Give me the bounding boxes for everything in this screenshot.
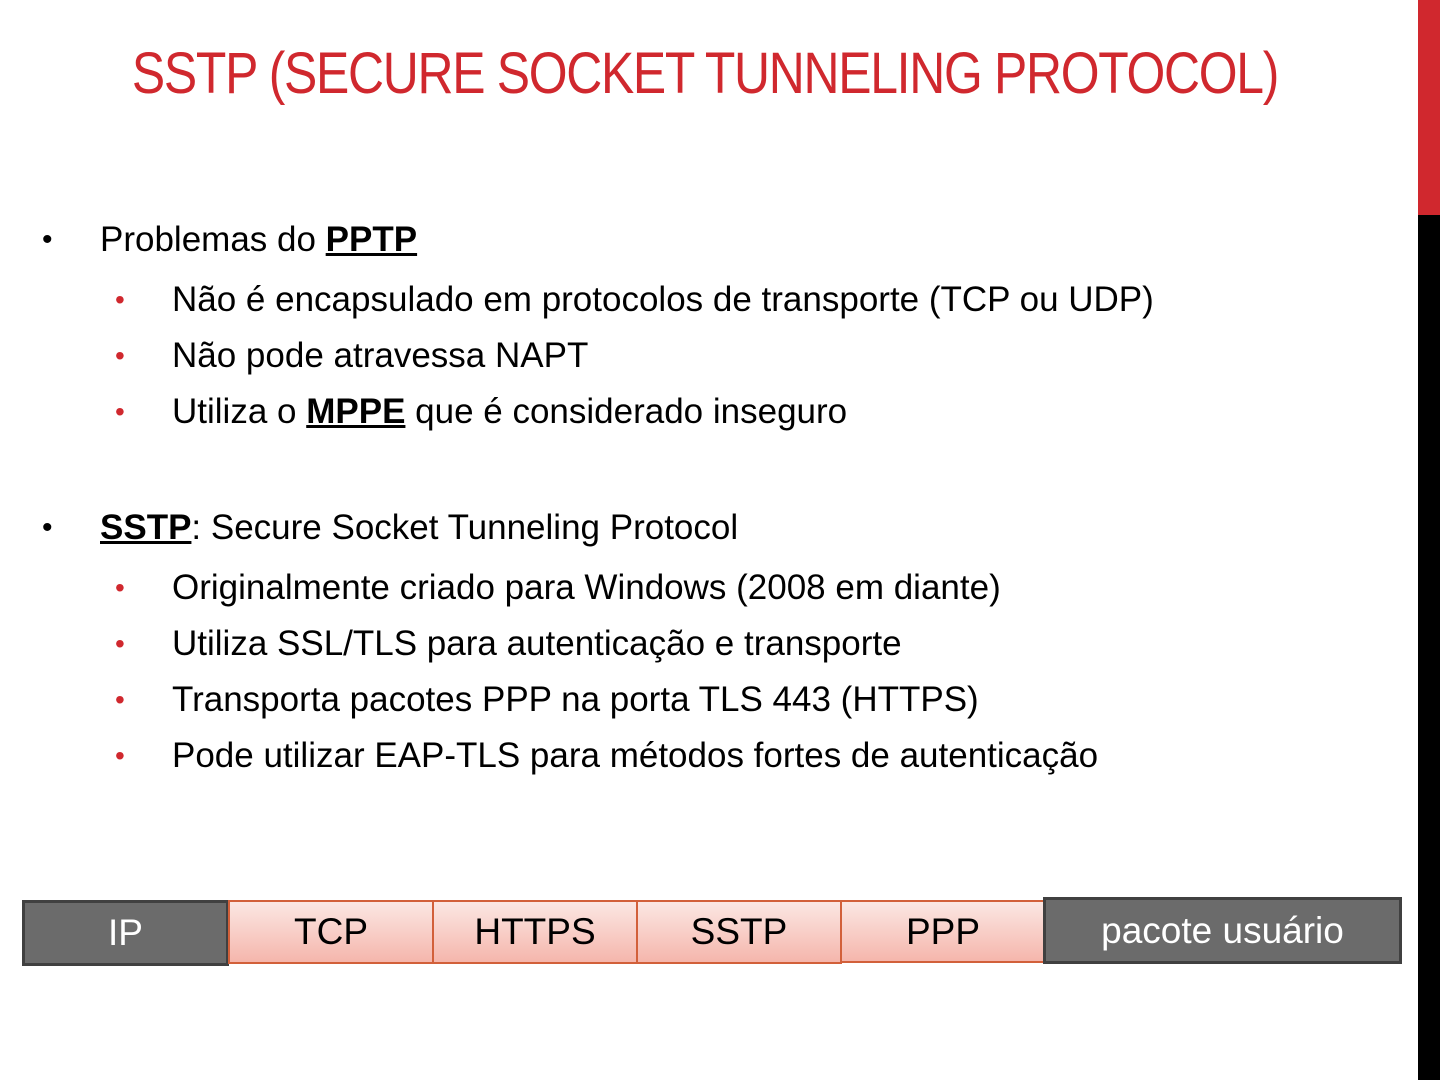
bullet-dot-icon: • — [42, 511, 53, 544]
packet-cell-tcp: TCP — [228, 900, 434, 964]
bullet-pptp-problems — [42, 218, 418, 262]
sub-bullet-item — [115, 734, 1099, 778]
bullet-dot-icon: • — [115, 340, 125, 371]
bullet-dot-icon: • — [115, 396, 125, 427]
bullet-dot-icon: • — [115, 284, 125, 315]
side-accent-bar-red — [1418, 0, 1440, 215]
bullet-text: : Secure Socket Tunneling Protocol — [191, 508, 739, 547]
sub-bullet-text: Não pode atravessa NAPT — [172, 336, 589, 375]
bullet-dot-icon: • — [42, 223, 53, 256]
sub-bullet-text: Originalmente criado para Windows (2008 em diante) — [172, 568, 1001, 607]
side-accent-bar-black — [1418, 215, 1440, 1080]
packet-cell-https: HTTPS — [432, 900, 638, 964]
sub-bullet-item — [115, 566, 1001, 610]
sub-bullet-item — [115, 278, 1154, 322]
packet-cell-sstp: SSTP — [636, 900, 842, 964]
sub-bullet-text: Não é encapsulado em protocolos de transporte (TCP ou UDP) — [172, 280, 1154, 319]
packet-cell-user-payload: pacote usuário — [1043, 897, 1402, 964]
sub-bullet-item — [115, 390, 848, 434]
sub-bullet-text: Pode utilizar EAP-TLS para métodos fortes de autenticação — [172, 736, 1099, 775]
sub-bullet-text: que é considerado inseguro — [405, 392, 848, 431]
bullet-sstp-definition — [42, 506, 739, 550]
sub-bullet-text: Utiliza SSL/TLS para autenticação e transporte — [172, 624, 902, 663]
packet-cell-ppp: PPP — [840, 900, 1046, 963]
slide-title: SSTP (SECURE SOCKET TUNNELING PROTOCOL) — [131, 41, 1279, 106]
bullet-dot-icon: • — [115, 684, 125, 715]
keyword-mppe: MPPE — [306, 392, 406, 431]
keyword-sstp: SSTP — [100, 508, 192, 547]
bullet-dot-icon: • — [115, 572, 125, 603]
sub-bullet-text: Utiliza o — [172, 392, 307, 431]
sub-bullet-item — [115, 622, 902, 666]
keyword-pptp: PPTP — [325, 220, 418, 259]
sub-bullet-item — [115, 678, 979, 722]
sub-bullet-item — [115, 334, 589, 378]
bullet-dot-icon: • — [115, 628, 125, 659]
bullet-text: Problemas do — [100, 220, 326, 259]
bullet-dot-icon: • — [115, 740, 125, 771]
sub-bullet-text: Transporta pacotes PPP na porta TLS 443 (HTTPS) — [172, 680, 979, 719]
packet-cell-ip: IP — [22, 900, 229, 966]
